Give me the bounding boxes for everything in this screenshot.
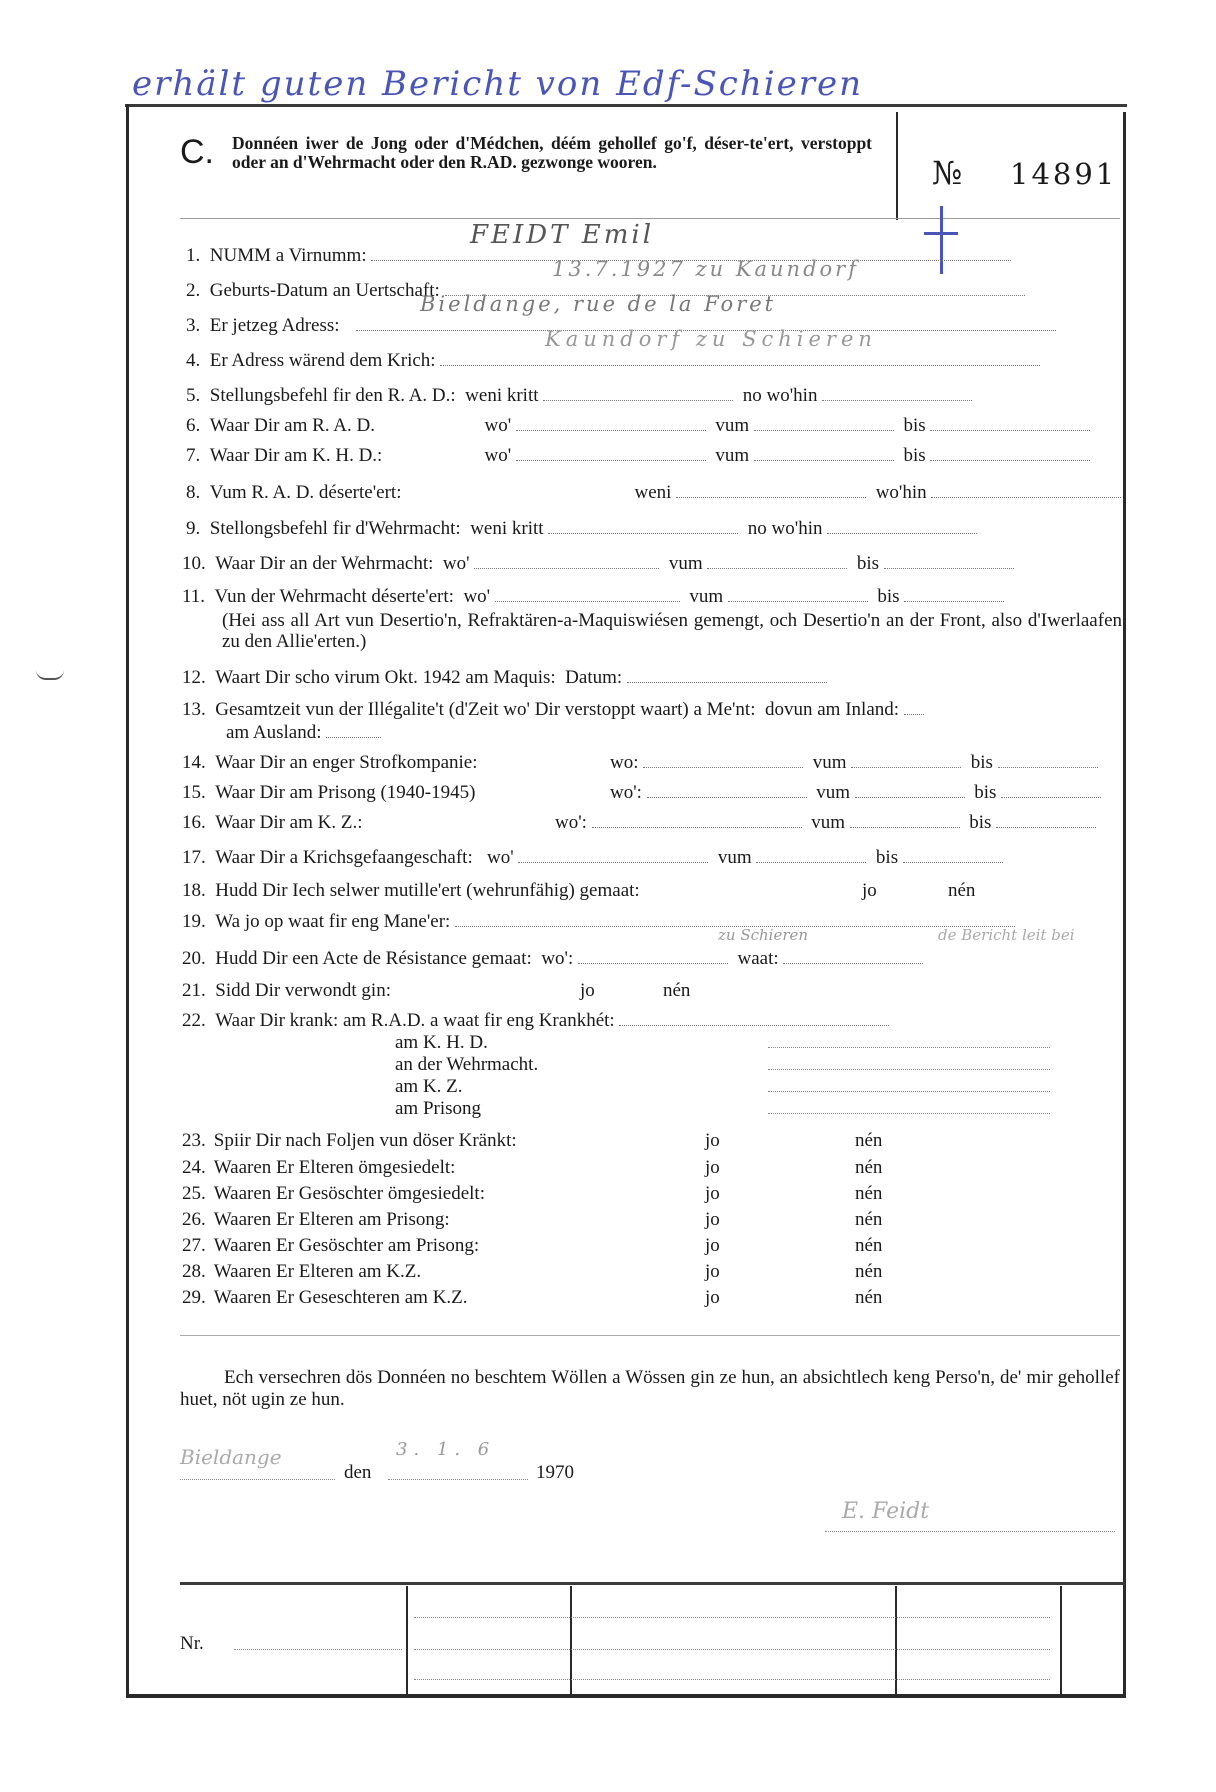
- form-number: 14891: [1010, 157, 1118, 191]
- field-row-21: 21. Sidd Dir verwondt gin:: [182, 980, 391, 1001]
- illness-field-2[interactable]: [768, 1046, 1050, 1048]
- field-row-17: 17. Waar Dir a Krichsgefaangeschaft: wo' vum bis: [182, 847, 1003, 869]
- row-label: Waaren Er Elteren am K.Z.: [213, 1261, 422, 1282]
- option-yes-18[interactable]: jo: [862, 880, 877, 901]
- den-label: den: [344, 1462, 372, 1483]
- annotation-top: erhält guten Bericht von Edf-Schieren: [132, 64, 864, 104]
- place-value[interactable]: Bieldange: [180, 1445, 282, 1469]
- field-row-10: 10. Waar Dir an der Wehrmacht: wo' vum bis: [182, 553, 1014, 575]
- row-number: 28.: [182, 1261, 206, 1282]
- footer-col-4: [1060, 1586, 1062, 1694]
- resistance-what-value[interactable]: de Bericht leit bei: [938, 926, 1075, 944]
- frame-top-border: [125, 104, 1127, 107]
- row-number: 23.: [182, 1130, 206, 1151]
- footer-nr-field[interactable]: [234, 1648, 402, 1650]
- field-row-14: 14. Waar Dir an enger Strofkompanie: wo: vum bis: [182, 752, 1098, 774]
- frame-right-border: [1123, 112, 1126, 1697]
- footer-line-2[interactable]: [414, 1648, 1050, 1650]
- illness-sub-2: an der Wehrmacht.: [395, 1054, 539, 1075]
- header-divider: [896, 112, 898, 220]
- option-no-24[interactable]: nén: [855, 1157, 883, 1178]
- field-row-15: 15. Waar Dir am Prisong (1940-1945) wo': vum bis: [182, 782, 1101, 804]
- field-row-8: 8. Vum R. A. D. déserte'ert: weni wo'hin: [186, 482, 1121, 504]
- field-row-19: 19. Wa jo op waat fir eng Mane'er:: [182, 911, 1015, 933]
- signature-line: [825, 1530, 1115, 1532]
- option-yes-21[interactable]: jo: [580, 980, 595, 1001]
- row-label: Spiir Dir nach Foljen vun döser Kränkt:: [213, 1130, 517, 1151]
- field-row-3: 3. Er jetzeg Adress:: [186, 315, 1056, 337]
- option-no-23[interactable]: nén: [855, 1130, 883, 1151]
- resistance-where-value[interactable]: zu Schieren: [718, 926, 809, 944]
- field-row-28: [182, 1261, 421, 1283]
- row-11-note: (Hei ass all Art vun Desertio'n, Refraktären-a-Maquiswiésen gemengt, och Desertio'n an der Front, also d'Iwerlaafen zu den Allie'erten.): [222, 610, 1122, 652]
- illness-sub-3: am K. Z.: [395, 1076, 463, 1097]
- field-row-20: 20. Hudd Dir een Acte de Résistance gemaat: wo': waat:: [182, 948, 923, 970]
- field-row-23: [182, 1130, 517, 1152]
- section-letter: C.: [180, 133, 214, 171]
- war-address-value[interactable]: Kaundorf zu Schieren: [545, 327, 877, 351]
- resistance-where-field[interactable]: [578, 949, 728, 964]
- option-yes-25[interactable]: jo: [705, 1183, 720, 1204]
- field-row-12: 12. Waart Dir scho virum Okt. 1942 am Maquis: Datum:: [182, 667, 827, 689]
- option-yes-23[interactable]: jo: [705, 1130, 720, 1151]
- option-yes-27[interactable]: jo: [705, 1235, 720, 1256]
- field-row-4: 4. Er Adress wärend dem Krich:: [186, 350, 1040, 372]
- option-yes-28[interactable]: jo: [705, 1261, 720, 1282]
- field-row-11: 11. Vun der Wehrmacht déserte'ert: wo' vum bis: [182, 586, 1004, 608]
- option-yes-24[interactable]: jo: [705, 1157, 720, 1178]
- row-number: 26.: [182, 1209, 206, 1230]
- option-no-25[interactable]: nén: [855, 1183, 883, 1204]
- illness-sub-1: am K. H. D.: [395, 1032, 488, 1053]
- illness-sub-4: am Prisong: [395, 1098, 482, 1119]
- war-address-field[interactable]: [440, 351, 1040, 366]
- field-row-9: 9. Stellongsbefehl fir d'Wehrmacht: weni kritt no wo'hin: [186, 518, 977, 540]
- header-text: Donnéen iwer de Jong oder d'Médchen, déém gehollef go'f, déser-te'ert, verstoppt oder an d'Wehrmacht oder den R.AD. gezwonge wooren.: [232, 133, 872, 172]
- field-row-25: [182, 1183, 485, 1205]
- address-value[interactable]: Bieldange, rue de la Foret: [420, 292, 777, 316]
- row-number: 29.: [182, 1287, 206, 1308]
- field-row-2: 2. Geburts-Datum an Uertschaft:: [186, 280, 1025, 302]
- name-value[interactable]: FEIDT Emil: [470, 220, 655, 250]
- option-no-29[interactable]: nén: [855, 1287, 883, 1308]
- field-row-7: 7. Waar Dir am K. H. D.: wo' vum bis: [186, 445, 1090, 467]
- declaration-rule: [180, 1335, 1120, 1336]
- field-row-13: 13. Gesamtzeit vun der Illégalite't (d'Zeit wo' Dir verstoppt waart) a Me'nt: dovun am Inland:: [182, 699, 924, 721]
- field-row-26: [182, 1209, 450, 1231]
- frame-left-border: [126, 104, 129, 1696]
- footer-nr-label: Nr.: [180, 1633, 204, 1654]
- row-number: 25.: [182, 1183, 206, 1204]
- field-row-16: 16. Waar Dir am K. Z.: wo': vum bis: [182, 812, 1096, 834]
- field-row-1: 1. NUMM a Virnumm:: [186, 245, 1011, 267]
- option-no-27[interactable]: nén: [855, 1235, 883, 1256]
- row-label: Waaren Er Elteren am Prisong:: [213, 1209, 450, 1230]
- number-sign: №: [932, 154, 963, 192]
- birth-value[interactable]: 13.7.1927 zu Kaundorf: [552, 257, 859, 281]
- place-field[interactable]: [180, 1478, 335, 1480]
- illness-field-3[interactable]: [768, 1068, 1050, 1070]
- option-yes-26[interactable]: jo: [705, 1209, 720, 1230]
- option-no-21[interactable]: nén: [663, 980, 691, 1001]
- year-value: 1970: [536, 1462, 574, 1483]
- footer-line-3[interactable]: [414, 1678, 1050, 1680]
- cross-mark-icon-bar: [924, 232, 958, 235]
- declaration-text: Ech versechren dös Donnéen no beschtem Wöllen a Wössen gin ze hun, an absichtlech keng Perso'n, de' mir gehollef huet, nöt ugin ze hun.: [180, 1367, 1120, 1410]
- scan-mark: [36, 670, 64, 680]
- date-value[interactable]: 3. 1. 6: [396, 1439, 496, 1460]
- field-row-24: [182, 1157, 455, 1179]
- header-rule: [180, 218, 1120, 219]
- illness-field-4[interactable]: [768, 1090, 1050, 1092]
- footer-table-top: [180, 1582, 1125, 1585]
- footer-col-1: [406, 1586, 408, 1694]
- option-yes-29[interactable]: jo: [705, 1287, 720, 1308]
- date-field[interactable]: [388, 1478, 528, 1480]
- frame-bottom-border: [126, 1694, 1126, 1698]
- field-row-13-abroad: am Ausland:: [226, 722, 381, 744]
- row-label: Waaren Er Gesöschter ömgesiedelt:: [213, 1183, 485, 1204]
- row-number: 24.: [182, 1157, 206, 1178]
- illness-field-5[interactable]: [768, 1112, 1050, 1114]
- resistance-what-field[interactable]: [783, 949, 923, 964]
- option-no-28[interactable]: nén: [855, 1261, 883, 1282]
- field-row-5: 5. Stellungsbefehl fir den R. A. D.: weni kritt no wo'hin: [186, 385, 972, 407]
- field-row-18: 18. Hudd Dir Iech selwer mutille'ert (wehrunfähig) gemaat:: [182, 880, 640, 901]
- footer-line-1[interactable]: [414, 1616, 1050, 1618]
- option-no-18[interactable]: nén: [948, 880, 976, 901]
- field-row-29: [182, 1287, 468, 1309]
- field-row-6: 6. Waar Dir am R. A. D. wo' vum bis: [186, 415, 1090, 437]
- row-label: Waaren Er Elteren ömgesiedelt:: [213, 1157, 456, 1178]
- signature: E. Feidt: [842, 1499, 930, 1524]
- option-no-26[interactable]: nén: [855, 1209, 883, 1230]
- field-row-27: [182, 1235, 479, 1257]
- row-number: 27.: [182, 1235, 206, 1256]
- row-label: Waaren Er Geseschteren am K.Z.: [213, 1287, 468, 1308]
- field-row-22: 22. Waar Dir krank: am R.A.D. a waat fir eng Krankhét:: [182, 1010, 889, 1032]
- row-label: Waaren Er Gesöschter am Prisong:: [213, 1235, 480, 1256]
